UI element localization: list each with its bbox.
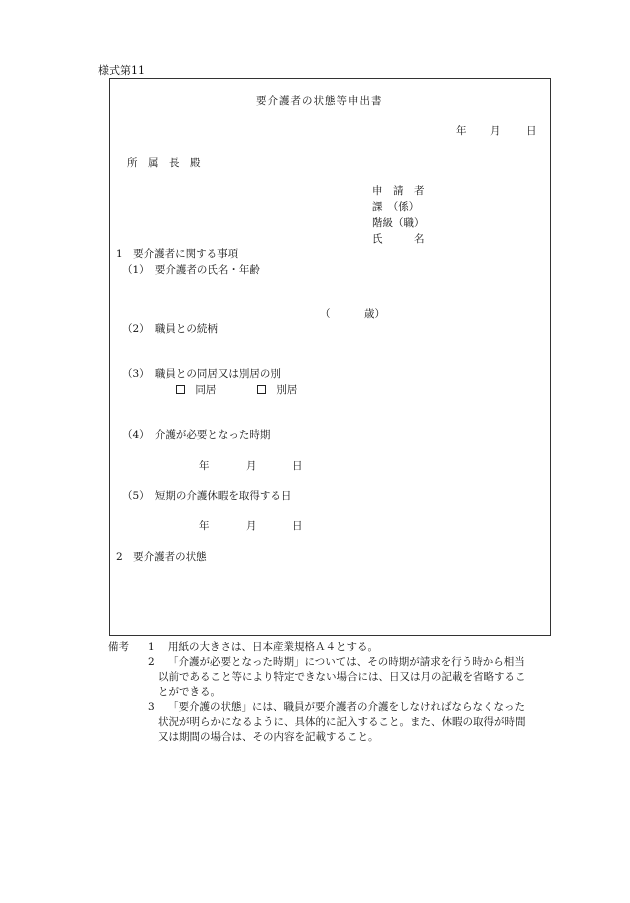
section-2-heading: 2 要介護者の状態 bbox=[116, 551, 207, 563]
remark-3-line-1: 「要介護の状態」には、職員が要介護者の介護をしなければならなくなった bbox=[168, 701, 525, 713]
remark-2-line-3: とができる。 bbox=[158, 686, 221, 698]
applicant-name: 氏 名 bbox=[372, 233, 425, 245]
item-1-4-care-start: （4） 介護が必要となった時期 bbox=[122, 429, 271, 441]
remark-2-line-2: 以前であること等により特定できない場合には、日又は月の記載を省略するこ bbox=[158, 671, 526, 683]
remark-1-num: 1 bbox=[148, 641, 155, 653]
leave-month: 月 bbox=[246, 520, 257, 532]
leave-year: 年 bbox=[199, 520, 210, 532]
care-start-year: 年 bbox=[199, 460, 210, 472]
remark-3-line-2: 状況が明らかになるように、具体的に記入すること。また、休暇の取得が時間 bbox=[158, 716, 526, 728]
date-year: 年 bbox=[456, 125, 467, 137]
age-open-paren: （ bbox=[320, 308, 331, 320]
option-cohabit[interactable] bbox=[176, 384, 216, 397]
remarks-label: 備考 bbox=[108, 641, 129, 653]
form-title: 要介護者の状態等申出書 bbox=[256, 95, 383, 107]
form-number: 様式第11 bbox=[98, 64, 145, 77]
remark-3-num: 3 bbox=[148, 701, 155, 713]
age-unit: 歳） bbox=[364, 308, 385, 320]
item-1-2-relationship: （2） 職員との続柄 bbox=[122, 323, 218, 335]
applicant-section: 課 （係） bbox=[372, 201, 420, 213]
item-1-3-residence: （3） 職員との同居又は別居の別 bbox=[122, 368, 281, 380]
care-start-day: 日 bbox=[292, 460, 303, 472]
separate-label: 別居 bbox=[276, 384, 298, 396]
applicant-rank: 階級（職） bbox=[372, 217, 425, 229]
date-month: 月 bbox=[490, 125, 501, 137]
separate-checkbox[interactable] bbox=[257, 385, 266, 394]
remark-2-line-1: 「介護が必要となった時期」については、その時期が請求を行う時から相当 bbox=[168, 656, 525, 668]
leave-day: 日 bbox=[292, 520, 303, 532]
addressee: 所 属 長 殿 bbox=[127, 157, 201, 169]
item-1-5-leave-date: （5） 短期の介護休暇を取得する日 bbox=[122, 490, 292, 502]
care-start-month: 月 bbox=[246, 460, 257, 472]
remark-2-num: 2 bbox=[148, 656, 155, 668]
cohabit-checkbox[interactable] bbox=[176, 385, 185, 394]
remark-3-line-3: 又は期間の場合は、その内容を記載すること。 bbox=[158, 731, 379, 743]
date-day: 日 bbox=[526, 125, 537, 137]
remark-1-line-1: 用紙の大きさは、日本産業規格Ａ４とする。 bbox=[168, 641, 378, 653]
option-separate[interactable] bbox=[257, 384, 297, 397]
item-1-1-name-age: （1） 要介護者の氏名・年齢 bbox=[122, 264, 260, 276]
applicant-label: 申 請 者 bbox=[372, 185, 425, 197]
section-1-heading: 1 要介護者に関する事項 bbox=[116, 248, 239, 260]
cohabit-label: 同居 bbox=[195, 384, 217, 396]
